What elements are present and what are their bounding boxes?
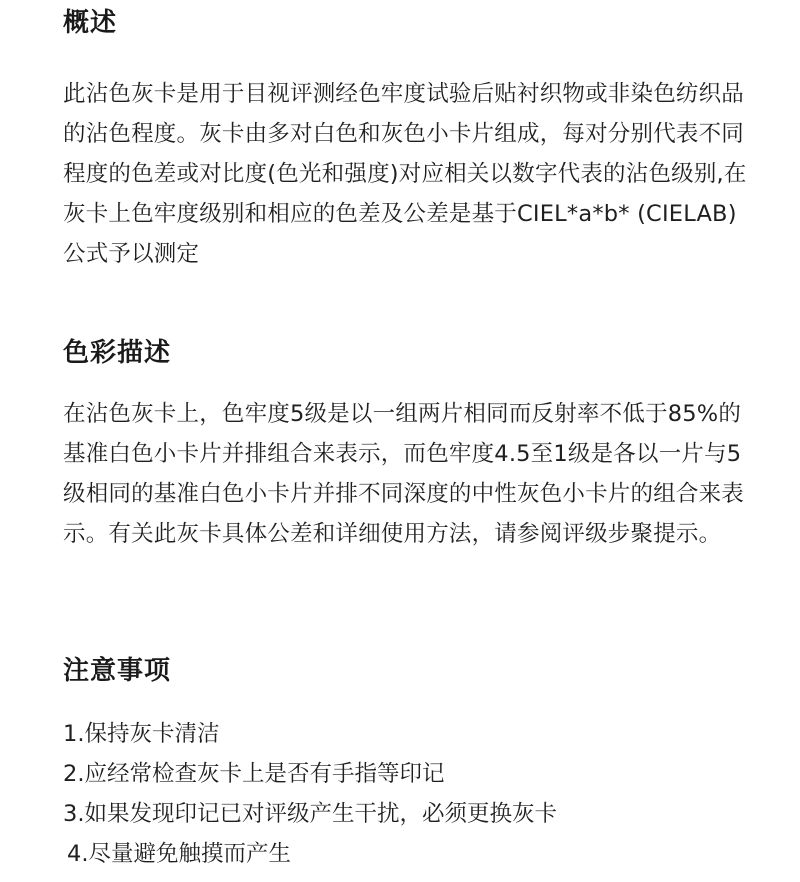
note-item-1: 1.保持灰卡清洁 xyxy=(63,721,220,747)
note-item-4: 4.尽量避免触摸而产生 xyxy=(67,841,291,867)
note-item-2: 2.应经常检查灰卡上是否有手指等印记 xyxy=(63,761,445,787)
overview-title: 概述 xyxy=(63,8,118,38)
notes-title: 注意事项 xyxy=(63,656,172,686)
notes-list xyxy=(63,714,557,874)
color-description-paragraph: 在沾色灰卡上，色牢度5级是以一组两片相同而反射率不低于85%的基准白色小卡片并排组合来表示，而色牢度4.5至1级是各以一片与5级相同的基准白色小卡片并排不同深度的中性灰色小卡片的组合来表示。有关此灰卡具体公差和详细使用方法，请参阅评级步聚提示。 xyxy=(63,401,745,547)
overview-paragraph: 此沾色灰卡是用于目视评测经色牢度试验后贴衬织物或非染色纺织品的沾色程度。灰卡由多对白色和灰色小卡片组成，每对分别代表不同程度的色差或对比度(色光和强度)对应相关以数字代表的沾色级别,在灰卡上色牢度级别和相应的色差及公差是基于CIEL*a*b* (CIELAB)公式予以测定 xyxy=(63,81,747,267)
note-item-3: 3.如果发现印记已对评级产生干扰，必须更换灰卡 xyxy=(63,801,557,827)
color-description-title: 色彩描述 xyxy=(63,338,172,368)
